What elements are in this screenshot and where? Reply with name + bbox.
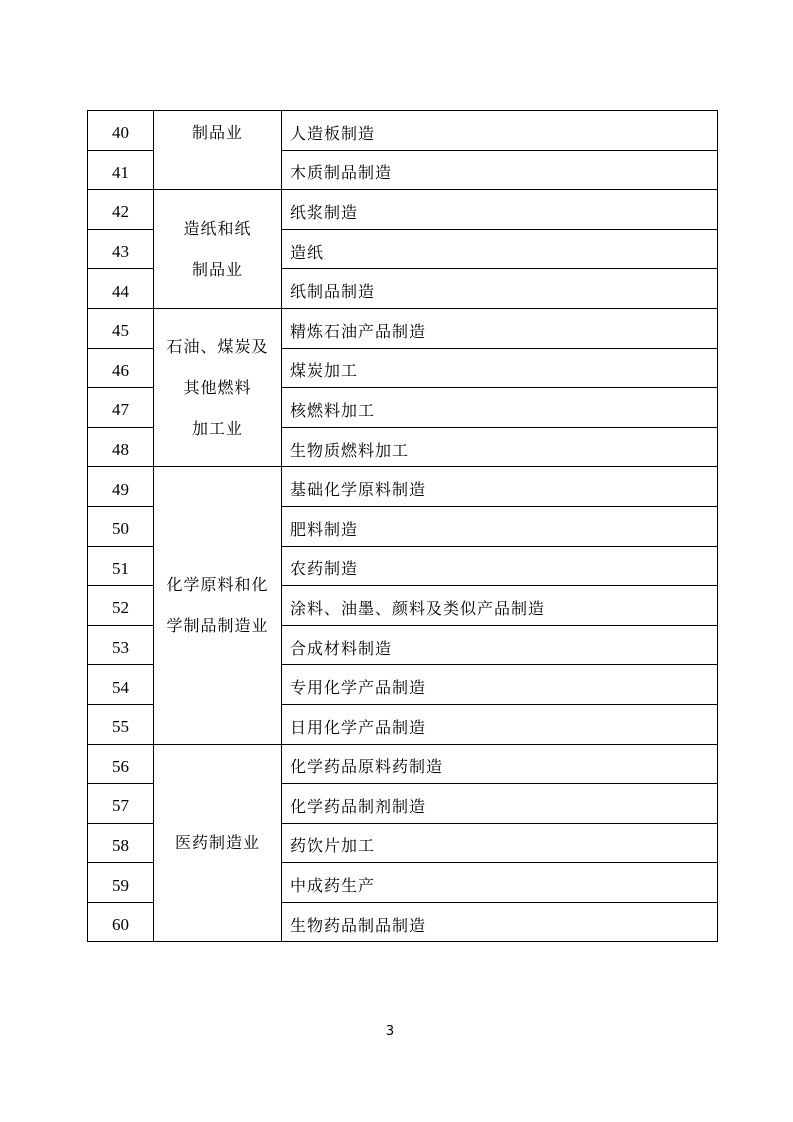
industry-item: 化学药品制剂制造 [282, 784, 718, 824]
row-number: 54 [88, 665, 154, 705]
row-number: 52 [88, 586, 154, 626]
industry-item: 生物药品制品制造 [282, 902, 718, 942]
row-number: 49 [88, 467, 154, 507]
row-number: 60 [88, 902, 154, 942]
industry-item: 专用化学产品制造 [282, 665, 718, 705]
table-row [88, 190, 718, 230]
industry-item: 生物质燃料加工 [282, 427, 718, 467]
industry-item: 精炼石油产品制造 [282, 308, 718, 348]
industry-item: 基础化学原料制造 [282, 467, 718, 507]
row-number: 46 [88, 348, 154, 388]
industry-item: 中成药生产 [282, 863, 718, 903]
industry-item: 纸制品制造 [282, 269, 718, 309]
row-number: 44 [88, 269, 154, 309]
row-number: 51 [88, 546, 154, 586]
row-number: 53 [88, 625, 154, 665]
industry-item: 农药制造 [282, 546, 718, 586]
industry-item: 日用化学产品制造 [282, 704, 718, 744]
row-number: 56 [88, 744, 154, 784]
category-label: 医药制造业 [174, 833, 260, 853]
industry-item: 核燃料加工 [282, 388, 718, 428]
industry-item: 人造板制造 [282, 111, 718, 151]
industry-item: 造纸 [282, 229, 718, 269]
category-label: 其他燃料 [183, 378, 252, 398]
industry-item: 木质制品制造 [282, 150, 718, 190]
table-row [88, 111, 718, 151]
industry-item: 化学药品原料药制造 [282, 744, 718, 784]
row-number: 43 [88, 229, 154, 269]
row-number: 48 [88, 427, 154, 467]
table-row [88, 744, 718, 784]
category-cell [154, 308, 282, 466]
industry-item: 煤炭加工 [282, 348, 718, 388]
row-number: 50 [88, 506, 154, 546]
category-cell [154, 467, 282, 744]
page-number: 3 [385, 1024, 395, 1039]
row-number: 40 [88, 111, 154, 151]
row-number: 47 [88, 388, 154, 428]
row-number: 57 [88, 784, 154, 824]
row-number: 59 [88, 863, 154, 903]
table-row [88, 308, 718, 348]
row-number: 55 [88, 704, 154, 744]
category-label: 石油、煤炭及 [166, 337, 269, 357]
table-row [88, 467, 718, 507]
row-number: 58 [88, 823, 154, 863]
row-number: 42 [88, 190, 154, 230]
category-label: 加工业 [191, 419, 243, 439]
industry-table [87, 110, 718, 942]
category-cell [154, 111, 282, 190]
category-cell [154, 190, 282, 309]
industry-item: 纸浆制造 [282, 190, 718, 230]
category-label: 造纸和纸 [183, 219, 252, 239]
row-number: 41 [88, 150, 154, 190]
row-number: 45 [88, 308, 154, 348]
industry-item: 药饮片加工 [282, 823, 718, 863]
category-label: 学制品制造业 [166, 616, 269, 636]
industry-item: 涂料、油墨、颜料及类似产品制造 [282, 586, 718, 626]
industry-item: 合成材料制造 [282, 625, 718, 665]
industry-item: 肥料制造 [282, 506, 718, 546]
category-label: 制品业 [191, 260, 243, 280]
category-label: 制品业 [191, 123, 243, 142]
category-label: 化学原料和化 [166, 575, 269, 595]
category-cell [154, 744, 282, 942]
